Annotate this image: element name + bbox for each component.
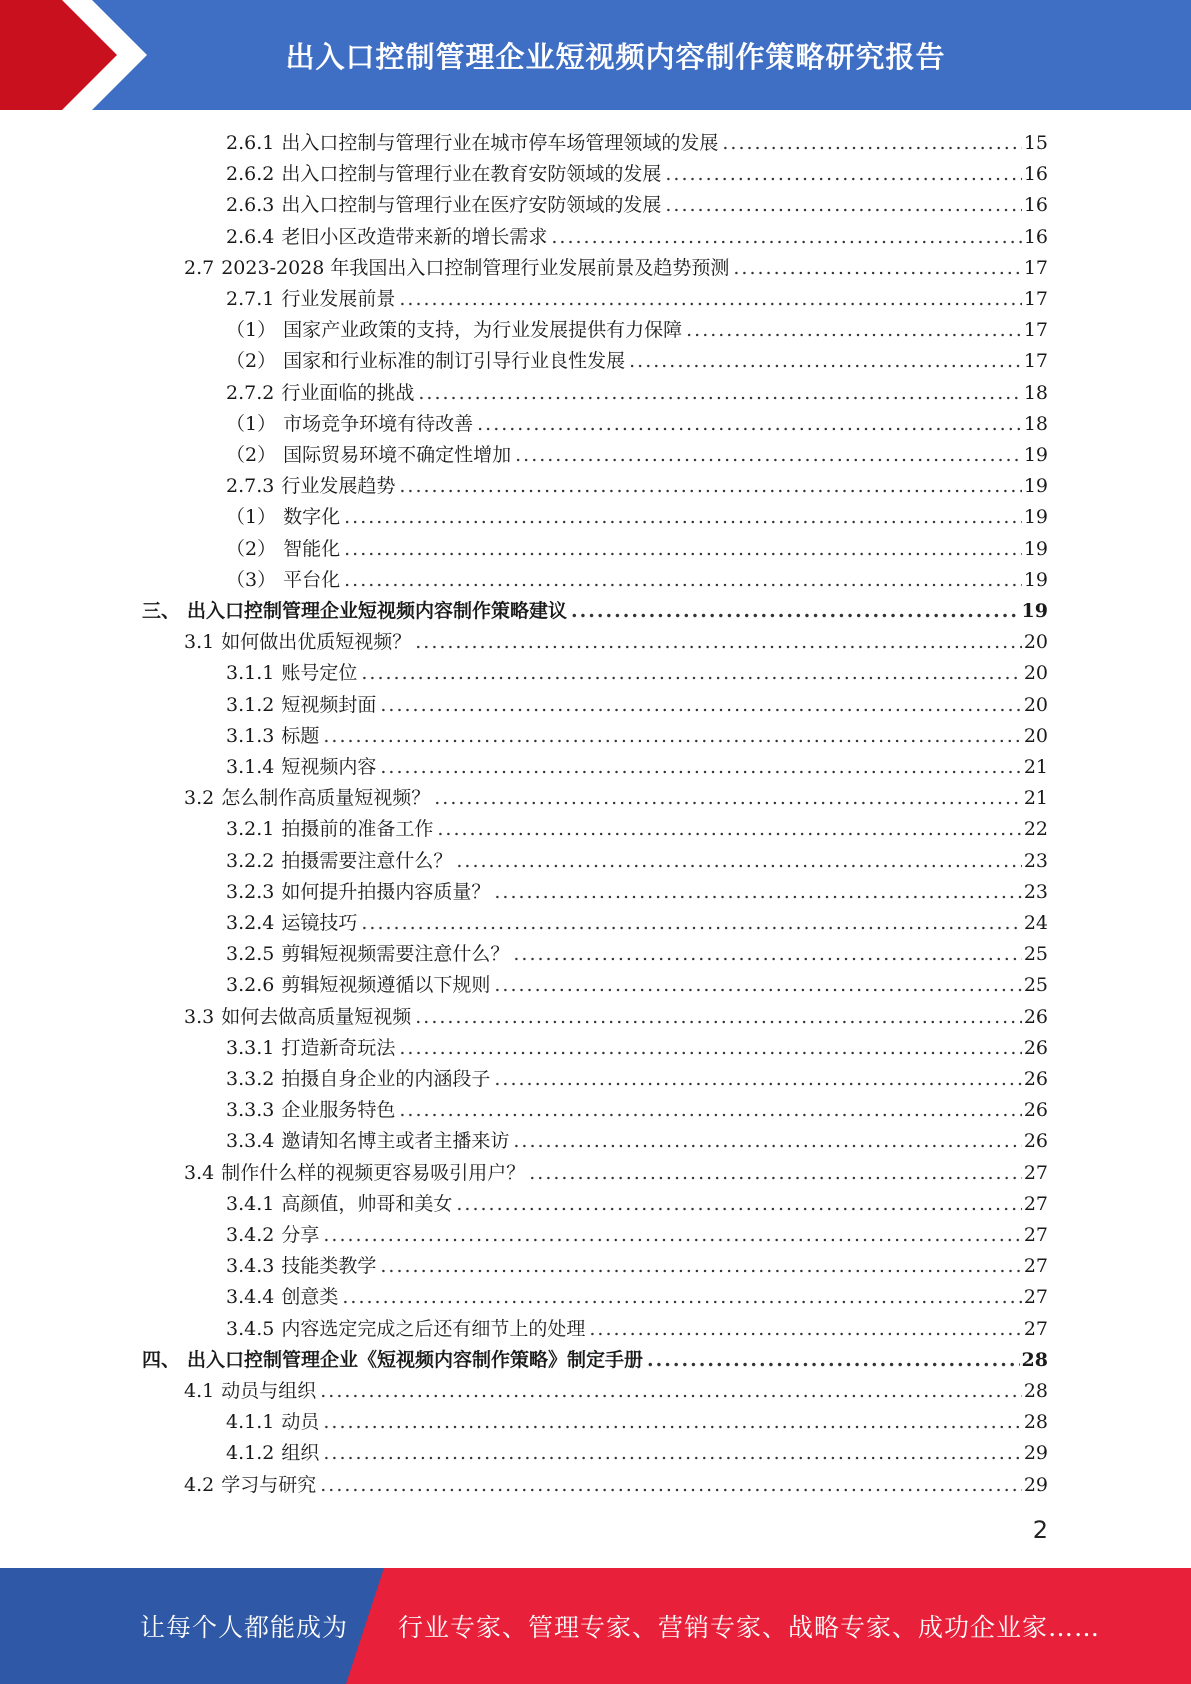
toc-entry-title: 剪辑短视频需要注意什么？: [281, 943, 510, 966]
toc-entry-page: 28: [1023, 1380, 1048, 1402]
toc-entry-page: 18: [1023, 412, 1048, 435]
toc-entry[interactable]: [226, 284, 1048, 315]
toc-entry[interactable]: [142, 1345, 1048, 1376]
toc-entry-page: 19: [1023, 537, 1048, 560]
toc-entry-title: 内容选定完成之后还有细节上的处理: [281, 1317, 586, 1340]
toc-entry-number: 3.2: [184, 787, 215, 810]
toc-entry-number: 2.7: [184, 256, 215, 279]
toc-entry-page: 27: [1023, 1161, 1048, 1184]
toc-entry-title: 智能化: [283, 537, 341, 560]
report-title: 出入口控制管理企业短视频内容制作策略研究报告: [285, 39, 946, 74]
toc-dot-leader: [629, 346, 1022, 377]
toc-entry-title: 国家和行业标准的制订引导行业良性发展: [283, 350, 626, 373]
toc-dot-leader: [665, 190, 1021, 221]
toc-entry-page: 29: [1023, 1442, 1048, 1465]
toc-dot-leader: [344, 534, 1022, 565]
toc-dot-leader: [415, 1002, 1022, 1033]
toc-entry-title: 高颜值，帅哥和美女: [281, 1192, 453, 1215]
toc-dot-leader: [342, 1282, 1021, 1313]
toc-entry-number: 3.1.3: [226, 724, 275, 747]
toc-entry-number: 四、: [142, 1348, 181, 1371]
toc-entry-page: 19: [1023, 444, 1048, 466]
toc-entry-page: 16: [1023, 225, 1048, 248]
toc-dot-leader: [437, 814, 1021, 845]
toc-entry-page: 20: [1023, 662, 1048, 685]
toc-entry-number: 3.4.4: [226, 1286, 275, 1309]
toc-entry-page: 27: [1023, 1192, 1048, 1215]
toc-dot-leader: [399, 1095, 1021, 1126]
toc-entry[interactable]: [226, 190, 1048, 221]
toc-entry-title: 短视频封面: [281, 693, 377, 716]
toc-entry[interactable]: [226, 877, 1048, 908]
toc-entry-title: 行业面临的挑战: [281, 381, 415, 404]
toc-entry-number: （2）: [226, 444, 277, 466]
toc-entry-number: 3.2.5: [226, 943, 275, 966]
toc-entry-number: 3.3.3: [226, 1099, 275, 1122]
toc-entry-number: 2.6.2: [226, 163, 275, 186]
toc-entry-title: 账号定位: [281, 662, 358, 685]
footer-slogan-right: 行业专家、管理专家、营销专家、战略专家、成功企业家……: [398, 1613, 1101, 1642]
toc-entry[interactable]: [226, 1314, 1048, 1345]
toc-entry-page: 21: [1023, 787, 1048, 810]
toc-entry[interactable]: [226, 908, 1048, 939]
toc-entry-title: 技能类教学: [281, 1255, 377, 1278]
toc-entry[interactable]: [226, 939, 1048, 970]
toc-dot-leader: [456, 1189, 1021, 1220]
toc-entry[interactable]: [226, 502, 1048, 533]
toc-entry-page: 17: [1023, 350, 1048, 373]
toc-dot-leader: [551, 222, 1021, 253]
toc-entry[interactable]: [184, 1002, 1048, 1033]
toc-entry-title: 老旧小区改造带来新的增长需求: [281, 225, 548, 248]
toc-entry-page: 20: [1023, 693, 1048, 716]
toc-entry[interactable]: [226, 315, 1048, 346]
toc-dot-leader: [361, 658, 1021, 689]
toc-dot-leader: [323, 1220, 1021, 1251]
toc-entry-page: 18: [1023, 381, 1048, 404]
toc-entry-number: 3.2.4: [226, 912, 275, 934]
toc-dot-leader: [513, 939, 1021, 970]
toc-entry[interactable]: [184, 1376, 1048, 1407]
toc-entry[interactable]: [226, 721, 1048, 752]
page-header: [0, 0, 1191, 110]
toc-entry-number: 三、: [142, 600, 181, 622]
toc-entry[interactable]: [226, 846, 1048, 877]
toc-entry-number: （2）: [226, 350, 277, 373]
toc-dot-leader: [399, 471, 1021, 502]
toc-entry-title: 如何做出优质短视频？: [221, 631, 412, 654]
toc-dot-leader: [456, 846, 1021, 877]
toc-entry[interactable]: [184, 1158, 1048, 1189]
toc-entry[interactable]: [226, 128, 1048, 159]
toc-entry-number: 2.6.1: [226, 132, 275, 154]
toc-entry-page: 22: [1023, 818, 1048, 841]
toc-entry[interactable]: [226, 471, 1048, 502]
toc-dot-leader: [323, 1438, 1021, 1469]
toc-entry[interactable]: [226, 690, 1048, 721]
toc-entry-page: 26: [1023, 1068, 1048, 1090]
toc-entry-number: 2.7.1: [226, 288, 275, 310]
toc-entry-title: 行业发展前景: [281, 288, 396, 310]
toc-entry-title: 出入口控制管理企业短视频内容制作策略建议: [187, 600, 568, 622]
toc-entry-page: 28: [1021, 1348, 1048, 1371]
toc-entry-page: 20: [1023, 724, 1048, 747]
toc-dot-leader: [515, 440, 1022, 471]
toc-dot-leader: [494, 877, 1021, 908]
toc-entry-page: 26: [1023, 1130, 1048, 1153]
toc-dot-leader: [722, 128, 1021, 159]
toc-entry-number: 4.1.2: [226, 1442, 275, 1465]
toc-entry[interactable]: [226, 1189, 1048, 1220]
toc-dot-leader: [513, 1126, 1021, 1157]
toc-entry-page: 26: [1023, 1005, 1048, 1028]
toc-entry-title: 运镜技巧: [281, 912, 358, 934]
toc-entry-title: 平台化: [283, 568, 341, 591]
toc-entry-number: 3.4.3: [226, 1255, 275, 1278]
toc-dot-leader: [361, 908, 1021, 939]
toc-entry-number: 4.2: [184, 1473, 215, 1496]
toc-entry[interactable]: [226, 658, 1048, 689]
toc-dot-leader: [418, 378, 1021, 409]
toc-entry[interactable]: [226, 1407, 1048, 1438]
toc-entry[interactable]: [226, 565, 1048, 596]
toc-entry-number: 3.4.1: [226, 1192, 275, 1215]
toc-entry-title: 行业发展趋势: [281, 475, 396, 498]
toc-dot-leader: [494, 970, 1021, 1001]
toc-entry-page: 26: [1023, 1099, 1048, 1122]
toc-entry-title: 出入口控制管理企业《短视频内容制作策略》制定手册: [187, 1348, 644, 1371]
toc-entry-page: 23: [1023, 880, 1048, 903]
toc-entry-page: 19: [1023, 475, 1048, 498]
footer-slogan-left: 让每个人都能成为: [140, 1613, 349, 1642]
toc-entry[interactable]: [226, 378, 1048, 409]
toc-entry-title: 动员: [281, 1411, 320, 1434]
toc-entry-number: （1）: [226, 412, 277, 435]
toc-dot-leader: [320, 1376, 1022, 1407]
toc-entry[interactable]: [184, 627, 1048, 658]
toc-entry[interactable]: [226, 1064, 1048, 1095]
toc-dot-leader: [320, 1470, 1022, 1501]
toc-entry-title: 国际贸易环境不确定性增加: [283, 444, 512, 466]
toc-entry-number: （1）: [226, 506, 277, 529]
toc-dot-leader: [665, 159, 1021, 190]
toc-entry-title: 如何去做高质量短视频: [221, 1005, 412, 1028]
toc-entry[interactable]: [226, 814, 1048, 845]
toc-entry[interactable]: [226, 1033, 1048, 1064]
toc-entry-number: 3.4.2: [226, 1224, 275, 1246]
toc-entry-number: （3）: [226, 568, 277, 591]
toc-entry[interactable]: [184, 783, 1048, 814]
toc-dot-leader: [733, 253, 1021, 284]
toc-dot-leader: [323, 1407, 1021, 1438]
toc-entry[interactable]: [226, 1282, 1048, 1313]
toc-entry-title: 标题: [281, 724, 320, 747]
toc-entry-page: 17: [1023, 256, 1048, 279]
toc-entry-page: 28: [1023, 1411, 1048, 1434]
toc-entry-page: 23: [1023, 849, 1048, 872]
toc-dot-leader: [344, 502, 1022, 533]
toc-entry-number: 3.2.6: [226, 974, 275, 997]
toc-dot-leader: [399, 284, 1021, 315]
toc-entry-title: 拍摄需要注意什么？: [281, 849, 453, 872]
toc-entry-number: 4.1.1: [226, 1411, 275, 1434]
toc-entry-number: 3.1.2: [226, 693, 275, 716]
toc-entry-title: 拍摄自身企业的内涵段子: [281, 1068, 491, 1090]
toc-entry[interactable]: [226, 1251, 1048, 1282]
toc-entry-title: 创意类: [281, 1286, 339, 1309]
toc-dot-leader: [415, 627, 1022, 658]
toc-entry-number: 3.2.1: [226, 818, 275, 841]
toc-entry-number: 2.7.3: [226, 475, 275, 498]
toc-entry-title: 出入口控制与管理行业在城市停车场管理领域的发展: [281, 132, 719, 154]
toc-entry-title: 数字化: [283, 506, 341, 529]
toc-entry-page: 24: [1023, 912, 1048, 934]
toc-entry-page: 25: [1023, 943, 1048, 966]
toc-dot-leader: [434, 783, 1022, 814]
toc-entry-page: 27: [1023, 1286, 1048, 1309]
toc-entry-title: 拍摄前的准备工作: [281, 818, 434, 841]
toc-entry[interactable]: [184, 1470, 1048, 1501]
toc-entry[interactable]: [226, 752, 1048, 783]
toc-dot-leader: [686, 315, 1022, 346]
toc-entry-number: （2）: [226, 537, 277, 560]
toc-entry-number: 2.7.2: [226, 381, 275, 404]
toc-entry-number: 3.3.4: [226, 1130, 275, 1153]
toc-entry-page: 21: [1023, 756, 1048, 778]
toc-entry-page: 27: [1023, 1317, 1048, 1340]
toc-entry-number: 3.3.2: [226, 1068, 275, 1090]
toc-entry-title: 怎么制作高质量短视频？: [221, 787, 431, 810]
toc-entry-title: 制作什么样的视频更容易吸引用户？: [221, 1161, 526, 1184]
toc-entry-title: 剪辑短视频遵循以下规则: [281, 974, 491, 997]
toc-entry-title: 2023-2028 年我国出入口控制管理行业发展前景及趋势预测: [221, 256, 730, 279]
toc-entry-number: 2.6.4: [226, 225, 275, 248]
toc-entry[interactable]: [226, 970, 1048, 1001]
toc-entry-number: 3.4.5: [226, 1317, 275, 1340]
toc-entry-title: 企业服务特色: [281, 1099, 396, 1122]
toc-dot-leader: [529, 1158, 1022, 1189]
toc-entry-page: 27: [1023, 1224, 1048, 1246]
toc-entry[interactable]: [226, 409, 1048, 440]
toc-dot-leader: [477, 409, 1022, 440]
toc-dot-leader: [380, 690, 1021, 721]
toc-entry-page: 27: [1023, 1255, 1048, 1278]
toc-entry-number: 3.2.3: [226, 880, 275, 903]
toc-entry-page: 17: [1023, 319, 1048, 342]
toc-entry-number: 3.2.2: [226, 849, 275, 872]
toc-entry[interactable]: [226, 1095, 1048, 1126]
toc-entry-number: 3.1.4: [226, 756, 275, 778]
toc-dot-leader: [647, 1345, 1020, 1376]
toc-entry[interactable]: [226, 1126, 1048, 1157]
toc-entry-page: 26: [1023, 1036, 1048, 1059]
toc-entry[interactable]: [226, 1220, 1048, 1251]
toc-dot-leader: [589, 1314, 1021, 1345]
toc-entry-number: 2.6.3: [226, 194, 275, 217]
toc-entry[interactable]: [226, 534, 1048, 565]
toc-entry-page: 17: [1023, 288, 1048, 310]
toc-dot-leader: [344, 565, 1022, 596]
toc-entry[interactable]: [226, 222, 1048, 253]
toc-entry-number: 3.1.1: [226, 662, 275, 685]
toc-entry-page: 19: [1023, 506, 1048, 529]
toc-entry-page: 19: [1023, 568, 1048, 591]
toc-entry-number: 3.3.1: [226, 1036, 275, 1059]
page-footer: [0, 1568, 1191, 1684]
toc-dot-leader: [399, 1033, 1021, 1064]
toc-entry[interactable]: [226, 159, 1048, 190]
toc-entry-title: 分享: [281, 1224, 320, 1246]
toc-entry-page: 16: [1023, 163, 1048, 186]
toc-entry-page: 20: [1023, 631, 1048, 654]
toc-dot-leader: [380, 1251, 1021, 1282]
toc-entry-number: 3.4: [184, 1161, 215, 1184]
toc-dot-leader: [494, 1064, 1021, 1095]
toc-entry-title: 打造新奇玩法: [281, 1036, 396, 1059]
toc-entry-number: 3.1: [184, 631, 215, 654]
toc-entry-page: 19: [1021, 600, 1048, 622]
toc-entry-title: 出入口控制与管理行业在教育安防领域的发展: [281, 163, 662, 186]
toc-entry[interactable]: [142, 596, 1048, 627]
toc-entry-title: 短视频内容: [281, 756, 377, 778]
toc-entry-title: 市场竞争环境有待改善: [283, 412, 474, 435]
toc-entry-page: 25: [1023, 974, 1048, 997]
toc-entry-title: 组织: [281, 1442, 320, 1465]
page-number: 2: [1032, 1516, 1048, 1544]
toc-dot-leader: [571, 596, 1020, 627]
toc-entry[interactable]: [226, 1438, 1048, 1469]
toc-entry[interactable]: [226, 346, 1048, 377]
toc-entry[interactable]: [226, 440, 1048, 471]
toc-entry-title: 邀请知名博主或者主播来访: [281, 1130, 510, 1153]
toc-entry-number: 4.1: [184, 1380, 215, 1402]
toc-entry-page: 15: [1023, 132, 1048, 154]
toc-entry-number: （1）: [226, 319, 277, 342]
toc-entry-title: 国家产业政策的支持，为行业发展提供有力保障: [283, 319, 683, 342]
toc-entry-title: 学习与研究: [221, 1473, 317, 1496]
toc-entry-page: 16: [1023, 194, 1048, 217]
toc-entry-title: 出入口控制与管理行业在医疗安防领域的发展: [281, 194, 662, 217]
toc-entry-title: 动员与组织: [221, 1380, 317, 1402]
toc-entry-page: 29: [1023, 1473, 1048, 1496]
toc-entry-title: 如何提升拍摄内容质量？: [281, 880, 491, 903]
toc-dot-leader: [323, 721, 1021, 752]
toc-entry-number: 3.3: [184, 1005, 215, 1028]
toc-entry[interactable]: [184, 253, 1048, 284]
toc-dot-leader: [380, 752, 1021, 783]
